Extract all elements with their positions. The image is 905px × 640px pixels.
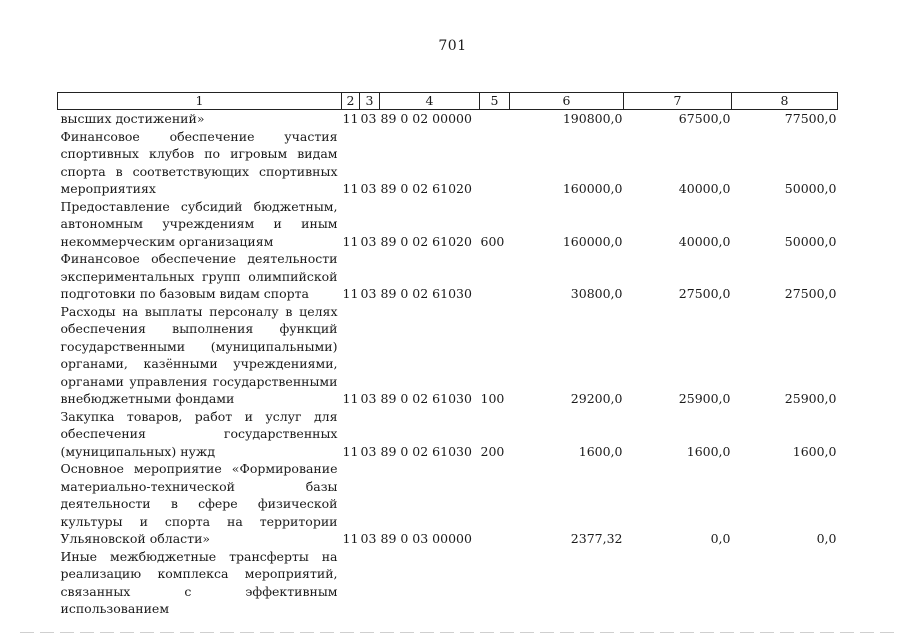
row-target-article-cell: 89 0 02 61030: [380, 391, 472, 406]
table-body: [58, 110, 838, 618]
row-subsection-cell: 03: [360, 391, 377, 406]
row-target-article-cell: 89 0 02 61020: [380, 233, 472, 249]
row-name-cell: Закупка товаров, работ и услуг для обеспечения государственных (муниципальных) нужд: [60, 408, 338, 459]
row-section-cell: 11: [342, 531, 359, 546]
row-expense-type-cell: [480, 110, 510, 128]
row-amount-1-cell: 160000,0: [562, 233, 623, 249]
row-expense-type-cell: 200: [480, 443, 505, 459]
row-subsection-cell: 03: [360, 531, 377, 546]
row-section-cell: 11: [342, 286, 359, 301]
row-target-article-cell: 89 0 02 61030: [380, 286, 472, 301]
row-amount-1-cell: 30800,0: [570, 286, 623, 301]
row-section-cell: 11: [342, 443, 359, 459]
column-header: 8: [732, 93, 838, 110]
row-name-cell: Основное мероприятие «Формирование материально-технической базы деятельности в сфере физической культуры и спорта на территории Ульяновской области»: [60, 461, 338, 546]
scan-artifact-line: [20, 632, 900, 633]
row-expense-type-cell: [480, 250, 510, 303]
row-section-cell: 11: [342, 181, 359, 196]
row-amount-1-cell: 2377,32: [570, 531, 623, 546]
row-target-article-cell: 89 0 02 00000: [380, 111, 472, 126]
row-section-cell: 11: [342, 111, 359, 126]
row-amount-3-cell: 77500,0: [784, 111, 837, 126]
row-amount-1-cell: 29200,0: [570, 391, 623, 406]
budget-table: [57, 92, 838, 618]
row-subsection-cell: 03: [360, 443, 377, 459]
column-header: 7: [624, 93, 732, 110]
column-header: 2: [342, 93, 360, 110]
row-name-cell: Расходы на выплаты персоналу в целях обеспечения выполнения функций государственными (муниципальными) органами, казёнными учреждениями, органами управления государственными внебюджетными фондами: [60, 303, 338, 406]
row-expense-type-cell: [480, 460, 510, 548]
row-subsection-cell: 03: [360, 181, 377, 196]
row-amount-3-cell: 50000,0: [784, 233, 837, 249]
table-row: [58, 250, 838, 303]
row-name-cell: Иные межбюджетные трансферты на реализацию комплекса мероприятий, связанных с эффективным использованием: [60, 548, 338, 616]
row-expense-type-cell: [480, 128, 510, 198]
row-target-article-cell: 89 0 03 00000: [380, 531, 472, 546]
row-subsection-cell: 03: [360, 111, 377, 126]
column-header: 6: [510, 93, 624, 110]
row-amount-2-cell: 25900,0: [678, 391, 731, 406]
row-amount-3-cell: 1600,0: [792, 443, 837, 459]
column-header: 1: [58, 93, 342, 110]
row-amount-3-cell: 50000,0: [784, 181, 837, 196]
row-amount-2-cell: 27500,0: [678, 286, 731, 301]
row-amount-3-cell: 0,0: [816, 531, 837, 546]
table-header: [58, 93, 838, 110]
row-amount-1-cell: [510, 548, 624, 618]
table-row: [58, 198, 838, 251]
column-header: 3: [360, 93, 380, 110]
table-row: [58, 303, 838, 408]
row-section-cell: [342, 548, 360, 618]
row-name-cell: Финансовое обеспечение деятельности экспериментальных групп олимпийской подготовки по базовым видам спорта: [60, 251, 338, 301]
row-subsection-cell: 03: [360, 286, 377, 301]
row-section-cell: 11: [342, 233, 359, 249]
row-section-cell: 11: [342, 391, 359, 406]
row-target-article-cell: 89 0 02 61030: [380, 443, 472, 459]
row-amount-2-cell: 0,0: [710, 531, 731, 546]
row-amount-2-cell: [624, 548, 732, 618]
row-amount-2-cell: 1600,0: [686, 443, 731, 459]
row-target-article-cell: 89 0 02 61020: [380, 181, 472, 196]
row-amount-2-cell: 40000,0: [678, 233, 731, 249]
row-amount-1-cell: 190800,0: [562, 111, 623, 126]
row-name-cell: Предоставление субсидий бюджетным, автономным учреждениям и иным некоммерческим организациям: [60, 198, 338, 249]
row-amount-1-cell: 1600,0: [578, 443, 623, 459]
row-amount-3-cell: 27500,0: [784, 286, 837, 301]
column-header: 5: [480, 93, 510, 110]
row-amount-3-cell: [732, 548, 838, 618]
row-name-cell: высших достижений»: [60, 111, 205, 126]
row-subsection-cell: 03: [360, 233, 377, 249]
table-row: [58, 408, 838, 461]
row-amount-3-cell: 25900,0: [784, 391, 837, 406]
table-row: [58, 460, 838, 548]
column-header: 4: [380, 93, 480, 110]
row-name-cell: Финансовое обеспечение участия спортивных клубов по игровым видам спорта в соответствующих спортивных мероприятиях: [60, 128, 338, 196]
table-row: [58, 548, 838, 618]
row-expense-type-cell: [480, 548, 510, 618]
row-target-article-cell: [380, 548, 480, 618]
row-amount-2-cell: 40000,0: [678, 181, 731, 196]
table-row: [58, 128, 838, 198]
row-expense-type-cell: 600: [480, 233, 505, 249]
row-amount-2-cell: 67500,0: [678, 111, 731, 126]
row-expense-type-cell: 100: [480, 391, 505, 406]
row-amount-1-cell: 160000,0: [562, 181, 623, 196]
page-number: 701: [438, 38, 467, 54]
table-row: [58, 110, 838, 128]
row-subsection-cell: [360, 548, 380, 618]
header-row: [58, 93, 838, 110]
